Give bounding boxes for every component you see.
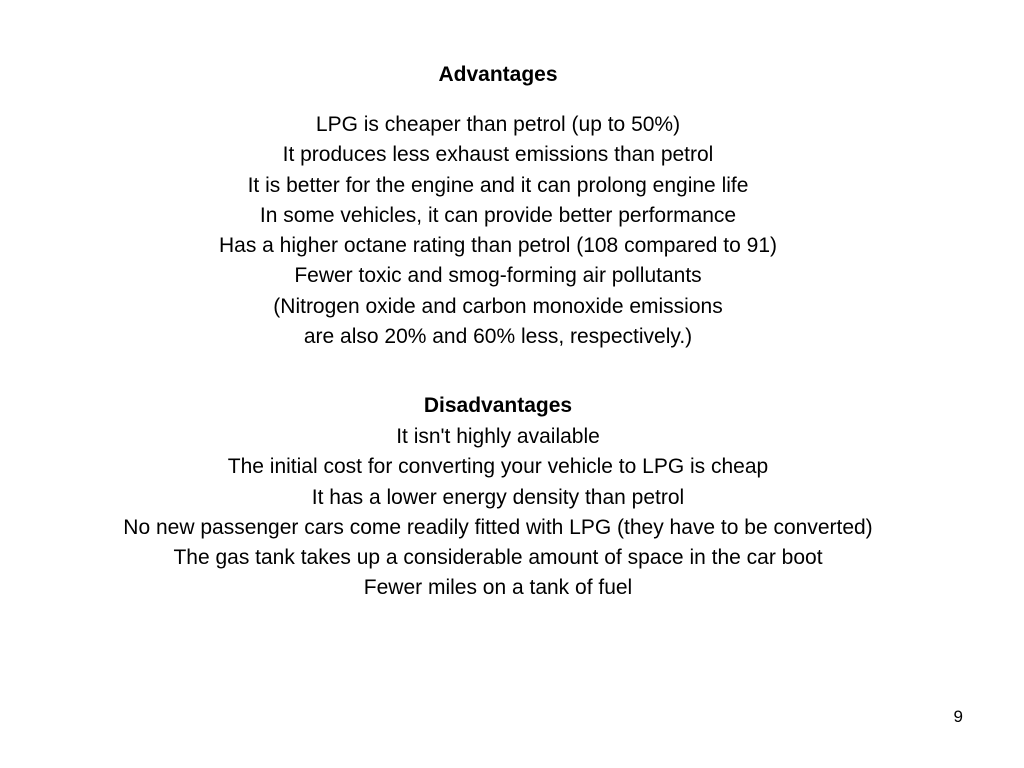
disadvantage-item: The initial cost for converting your vehicle to LPG is cheap [227, 455, 769, 479]
disadvantages-list [0, 422, 996, 604]
disadvantage-item: It isn't highly available [396, 425, 600, 448]
advantage-item: Fewer toxic and smog-forming air pollutants [294, 264, 702, 288]
advantage-item: LPG is cheaper than petrol (up to 50%) [315, 113, 681, 136]
disadvantage-item: Fewer miles on a tank of fuel [363, 576, 633, 600]
advantage-item: In some vehicles, it can provide better performance [259, 203, 737, 227]
advantage-item: It is better for the engine and it can prolong engine life [247, 173, 749, 197]
advantages-heading: Advantages [438, 63, 558, 86]
advantage-item: Has a higher octane rating than petrol (108 compared to 91) [218, 234, 777, 258]
disadvantages-heading: Disadvantages [423, 394, 573, 417]
advantages-list [0, 110, 996, 352]
advantage-item: It produces less exhaust emissions than petrol [282, 143, 714, 167]
advantage-item: (Nitrogen oxide and carbon monoxide emissions [273, 294, 723, 318]
disadvantage-item: No new passenger cars come readily fitted with LPG (they have to be converted) [123, 515, 873, 539]
advantage-item: are also 20% and 60% less, respectively.) [303, 325, 693, 349]
disadvantage-item: The gas tank takes up a considerable amount of space in the car boot [173, 546, 823, 570]
disadvantage-item: It has a lower energy density than petrol [311, 485, 685, 509]
page-number: 9 [953, 707, 963, 726]
